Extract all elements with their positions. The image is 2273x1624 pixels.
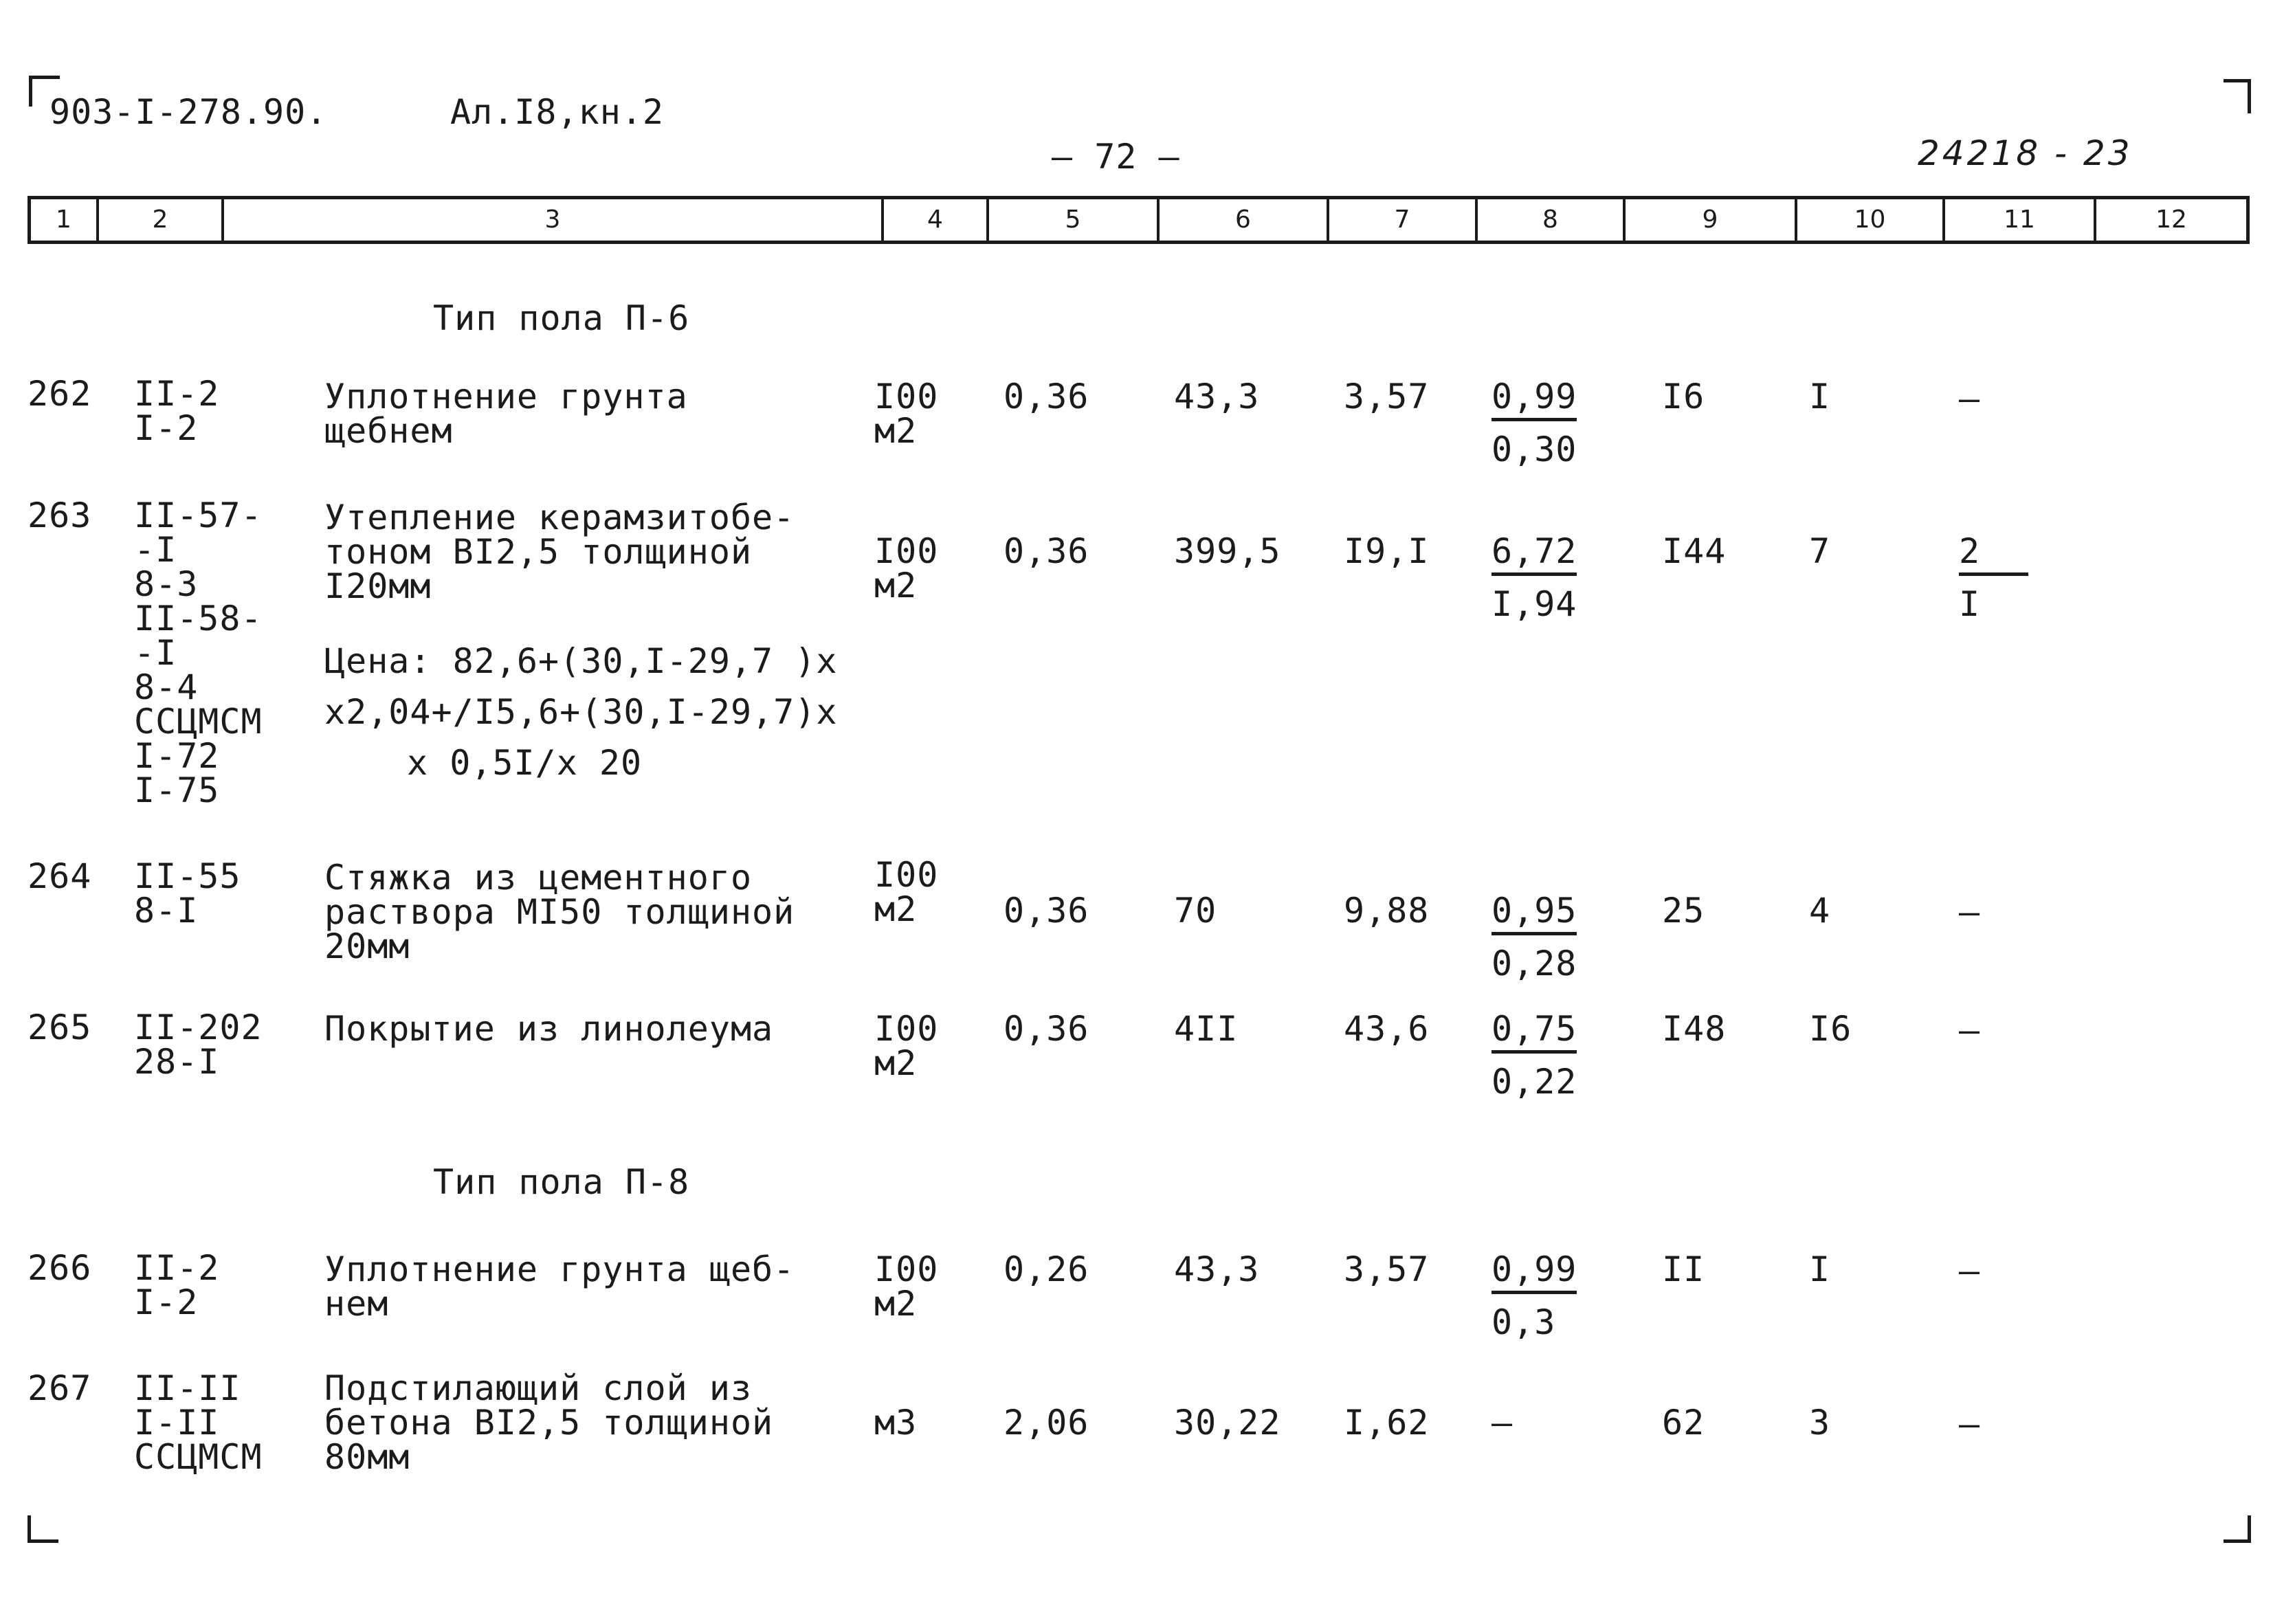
norm-code: II-2 I-2 — [134, 1248, 220, 1322]
unit: I00 м2 — [874, 1249, 939, 1324]
column-11-fraction: $\frac{2}{I}$ — [1959, 534, 2028, 621]
column-9-value: I44 — [1662, 531, 1727, 571]
norm-code: II-II I-II ССЦМСМ — [134, 1368, 263, 1477]
row-number: 267 — [27, 1368, 92, 1408]
column-header-4: 4 — [881, 199, 986, 241]
column-9-value: 25 — [1662, 891, 1705, 931]
unit: I00 м2 — [874, 1009, 939, 1083]
norm-code: II-2 I-2 — [134, 374, 220, 448]
work-description: Утепление керамзитобе- тоном BI2,5 толщиной I20мм — [324, 498, 795, 606]
column-7-value: I,62 — [1344, 1403, 1430, 1443]
column-8-fraction: $\frac{0,75}{0,22}$ — [1492, 1009, 1577, 1102]
column-header-7: 7 — [1327, 199, 1475, 241]
corner-mark-top-right — [2224, 79, 2251, 113]
column-header-11: 11 — [1942, 199, 2094, 241]
column-8-fraction: $\frac{0,99}{0,30}$ — [1492, 377, 1577, 469]
column-9-value: II — [1662, 1249, 1705, 1289]
column-11-value: – — [1959, 892, 1981, 932]
norm-code: II-55 8-I — [134, 856, 241, 931]
column-header-5: 5 — [986, 199, 1157, 241]
corner-mark-bottom-right — [2224, 1515, 2251, 1543]
quantity: 0,36 — [1004, 891, 1089, 931]
norm-code: II-57- -I 8-3 II-58- -I 8-4 ССЦМСМ I-72 I-75 — [134, 496, 263, 810]
column-header-10: 10 — [1795, 199, 1942, 241]
price-formula: Цена: 82,6+(30,I-29,7 )х х2,04+/I5,6+(30,I-29,7)х х 0,5I/х 20 — [324, 641, 838, 783]
work-description: Подстилающий слой из бетона BI2,5 толщиной 80мм — [324, 1368, 774, 1477]
column-10-value: 3 — [1809, 1403, 1831, 1443]
row-number: 262 — [27, 374, 92, 414]
unit-price: 43,3 — [1174, 1249, 1260, 1289]
section-title-p8: Тип пола П-8 — [433, 1162, 690, 1202]
section-title-p6: Тип пола П-6 — [433, 298, 690, 338]
unit-price: 30,22 — [1174, 1403, 1281, 1443]
row-number: 263 — [27, 496, 92, 535]
row-number: 264 — [27, 856, 92, 896]
column-8-fraction: $\frac{6,72}{I,94}$ — [1492, 531, 1577, 624]
work-description: Покрытие из линолеума — [324, 1009, 774, 1049]
work-description: Уплотнение грунта щеб- нем — [324, 1249, 795, 1324]
quantity: 0,36 — [1004, 531, 1089, 571]
column-header-1: 1 — [56, 205, 71, 234]
column-10-value: 7 — [1809, 531, 1831, 571]
column-7-value: 9,88 — [1344, 891, 1430, 931]
column-header-9: 9 — [1623, 199, 1795, 241]
column-header-12: 12 — [2094, 199, 2246, 241]
doc-code: 903-I-278.90. — [49, 92, 328, 132]
unit-price: 399,5 — [1174, 531, 1281, 571]
column-8-fraction: $\frac{0,95}{0,28}$ — [1492, 891, 1577, 983]
column-11-value: – — [1959, 379, 1981, 419]
column-7-value: 3,57 — [1344, 1249, 1430, 1289]
column-10-value: I — [1809, 377, 1831, 416]
album-reference: Ал.I8,кн.2 — [450, 92, 665, 132]
column-header-2: 2 — [96, 199, 221, 241]
norm-code: II-202 28-I — [134, 1008, 263, 1082]
column-11-value: – — [1959, 1010, 1981, 1050]
column-7-value: I9,I — [1344, 531, 1430, 571]
column-header-6: 6 — [1157, 199, 1327, 241]
column-8-fraction: $\frac{0,99}{0,3}$ — [1492, 1249, 1577, 1342]
column-11-value: – — [1959, 1404, 1981, 1444]
unit: I00 м2 — [874, 377, 939, 451]
quantity: 0,36 — [1004, 377, 1089, 416]
unit-price: 43,3 — [1174, 377, 1260, 416]
quantity: 2,06 — [1004, 1403, 1089, 1443]
column-10-value: 4 — [1809, 891, 1831, 931]
column-7-value: 43,6 — [1344, 1009, 1430, 1049]
column-9-value: I48 — [1662, 1009, 1727, 1049]
column-11-value: – — [1959, 1251, 1981, 1291]
quantity: 0,36 — [1004, 1009, 1089, 1049]
unit: I00 м2 — [874, 855, 939, 929]
column-8-value: – — [1492, 1403, 1514, 1443]
row-number: 266 — [27, 1248, 92, 1288]
unit: м3 — [874, 1403, 918, 1443]
work-description: Стяжка из цементного раствора MI50 толщиной 20мм — [324, 858, 795, 966]
column-9-value: I6 — [1662, 377, 1705, 416]
page-number: — 72 — — [1052, 137, 1180, 177]
column-10-value: I — [1809, 1249, 1831, 1289]
column-10-value: I6 — [1809, 1009, 1852, 1049]
column-header-3: 3 — [221, 199, 881, 241]
work-description: Уплотнение грунта щебнем — [324, 377, 688, 451]
column-7-value: 3,57 — [1344, 377, 1430, 416]
quantity: 0,26 — [1004, 1249, 1089, 1289]
unit: I00 м2 — [874, 531, 939, 605]
column-9-value: 62 — [1662, 1403, 1705, 1443]
handwritten-reference: 24218 - 23 — [1918, 133, 2133, 173]
corner-mark-bottom-left — [27, 1515, 58, 1543]
column-header-8: 8 — [1475, 199, 1623, 241]
unit-price: 70 — [1174, 891, 1217, 931]
column-number-header — [27, 196, 2250, 244]
unit-price: 4II — [1174, 1009, 1239, 1049]
row-number: 265 — [27, 1008, 92, 1047]
